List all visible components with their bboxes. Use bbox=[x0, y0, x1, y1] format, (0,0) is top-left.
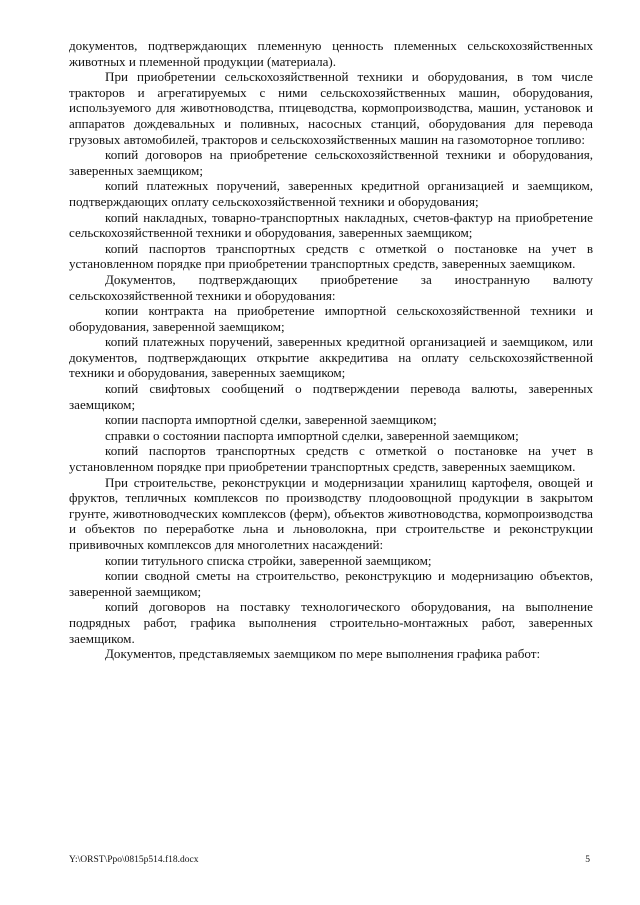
paragraph: копии сводной сметы на строительство, реконструкцию и модернизацию объектов, заверенной заемщиком; bbox=[69, 568, 593, 599]
footer-file-path: Y:\ORST\Ppo\0815p514.f18.docx bbox=[69, 855, 199, 865]
paragraph: документов, подтверждающих племенную ценность племенных сельскохозяйственных животных и племенной продукции (материала). bbox=[69, 38, 593, 69]
paragraph: копии контракта на приобретение импортной сельскохозяйственной техники и оборудования, заверенной заемщиком; bbox=[69, 303, 593, 334]
paragraph: копий договоров на приобретение сельскохозяйственной техники и оборудования, заверенных заемщиком; bbox=[69, 147, 593, 178]
paragraph: Документов, представляемых заемщиком по мере выполнения графика работ: bbox=[105, 646, 541, 662]
paragraph: копий договоров на поставку технологического оборудования, на выполнение подрядных работ, графика выполнения строительно-монтажных работ, заверенных заемщиком. bbox=[69, 599, 593, 646]
paragraph: копий платежных поручений, заверенных кредитной организацией и заемщиком, подтверждающих оплату сельскохозяйственной техники и оборудования; bbox=[69, 178, 593, 209]
document-body bbox=[69, 38, 593, 662]
paragraph: справки о состоянии паспорта импортной сделки, заверенной заемщиком; bbox=[105, 427, 519, 443]
footer-page-number: 5 bbox=[585, 855, 590, 865]
paragraph: копий свифтовых сообщений о подтверждении перевода валюты, заверенных заемщиком; bbox=[69, 381, 593, 412]
paragraph: копий паспортов транспортных средств с отметкой о постановке на учет в установленном порядке при приобретении транспортных средств, заверенных заемщиком. bbox=[69, 240, 593, 272]
paragraph: копии паспорта импортной сделки, заверенной заемщиком; bbox=[105, 412, 437, 428]
paragraph: копий паспортов транспортных средств с отметкой о постановке на учет в установленном порядке при приобретении транспортных средств, заверенных заемщиком. bbox=[69, 443, 593, 475]
paragraph: При строительстве, реконструкции и модернизации хранилищ картофеля, овощей и фруктов, тепличных комплексов по производству плодоовощной продукции в закрытом грунте, животноводческих комплексов (ферм), объектов животноводства, кормопроизводства и объектов по переработке льна и льноволокна, при строительстве и реконструкции прививочных комплексов для многолетних насаждений: bbox=[69, 474, 593, 552]
paragraph: копий накладных, товарно-транспортных накладных, счетов-фактур на приобретение сельскохозяйственной техники и оборудования, заверенных заемщиком; bbox=[69, 209, 593, 241]
paragraph: Документов, подтверждающих приобретение за иностранную валюту сельскохозяйственной техники и оборудования: bbox=[69, 271, 593, 303]
paragraph: копий платежных поручений, заверенных кредитной организацией и заемщиком, или документов, подтверждающих открытие аккредитива на оплату сельскохозяйственной техники и оборудования, заверенных заемщиком; bbox=[69, 334, 593, 381]
paragraph: копии титульного списка стройки, заверенной заемщиком; bbox=[105, 552, 432, 568]
paragraph: При приобретении сельскохозяйственной техники и оборудования, в том числе тракторов и агрегатируемых с ними сельскохозяйственных машин, оборудования, используемого для животноводства, птицеводства, кормопроизводства, машин, установок и аппаратов дождевальных и поливных, насосных станций, оборудования для перевода грузовых автомобилей, тракторов и сельскохозяйственных машин на газомоторное топливо: bbox=[69, 69, 593, 147]
